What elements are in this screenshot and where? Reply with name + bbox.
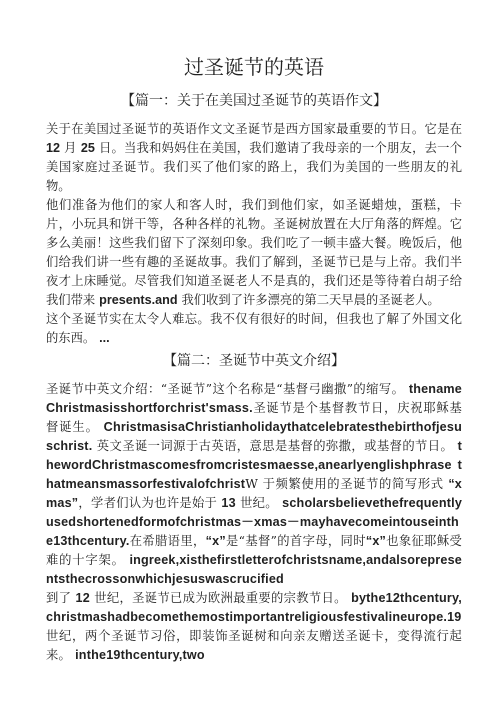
text-run: ，学者们认为也许是始于 [78,496,218,510]
section-one-heading: 【篇一：关于在美国过圣诞节的英语作文】 [121,93,387,109]
text-run: 也象征耶稣受难的十字架。 [46,534,462,567]
section-one [46,90,462,348]
text-run-latin: ChristmasisaChristianholidaythatcelebratesthebirthofjesuschrist. [46,420,462,453]
text-run-latin: thewordChristmascomesfromcristesmaesse,anearlyenglishphrase thatmeansmassorfestivalofchrist [46,439,463,491]
text-run: 日。当我和妈妈住在美国，我们邀请了我母亲的一个朋友，去一个美国家庭过圣诞节。我们买了他们家的路上，我们为美国的一些朋友的礼物。 [46,141,462,193]
text-run: 月 [64,141,77,155]
section-two-paragraph-1 [46,380,462,589]
text-run: 到了 [46,591,72,605]
text-run-latin: ingreek,xisthefirstletterofchristsname,andalsorepresentsthecrossonwhichjesuswascrucified [46,553,463,586]
document-title: 过圣诞节的英语 [184,55,324,79]
text-run-latin: thenameChristmasisshortforchrist'smass. [46,382,463,415]
section-two [46,350,462,665]
text-run: W 于频繁使用的圣诞节的简写形式 [245,477,444,491]
text-run: 关于在美国过圣诞节的英语作文文圣诞节是西方国家最重要的节日。它是在 [46,122,462,136]
section-two-heading: 【篇二：圣诞节中英文介绍】 [163,353,345,369]
text-run: 英文圣诞一词源于古英语，意思是基督的弥撒，或基督的节日。 [96,439,454,453]
text-run: 世纪，圣诞节已成为欧洲最重要的宗教节日。 [94,591,347,605]
section-one-paragraph-1 [46,120,462,196]
text-run-latin: “xmas” [46,477,463,510]
text-run: 圣诞节是个基督教节日，庆祝耶稣基督诞生。 [46,401,462,434]
text-run: 他们准备为他们的家人和客人时，我们到他们家，如圣诞蜡烛，蛋糕，卡片，小玩具和饼干等，各种各样的礼物。圣诞树放置在大厅角落的辉煌。它多么美丽！这些我们留下了深刻印象。我们吃了一顿丰盛大餐。晚饭后，他们给我们讲一些有趣的圣诞故事。我们了解到，圣诞节已是与上帝。我们半夜才上床睡觉。尽管我们知道圣诞老人不是真的，我们还是等待着白胡子给我们带来 [46,198,462,307]
section-one-paragraph-3 [46,310,462,348]
text-run-number: 25 [80,141,95,155]
text-run-number: 12 [75,591,90,605]
text-run-latin: scholarsbelievethefrequentlyusedshortenedformofchristmas－xmas－mayhavecomeintouseinthe13thcentury. [46,496,463,548]
text-run: 这个圣诞节实在太令人难忘。我不仅有很好的时间，但我也了解了外国文化的东西。 [46,312,462,345]
text-run-ellipsis: ... [99,331,110,345]
text-run-latin: bythe12thcentury,christmashadbecomethemostimportantreligiousfestivalineurope.19 [46,591,463,624]
text-run: 世纪，两个圣诞节习俗，即装饰圣诞树和向亲友赠送圣诞卡，变得流行起来。 [46,629,462,662]
text-run-latin: presents.and [99,293,178,307]
text-run-latin: “x” [365,534,387,548]
text-run-number: 13 [221,496,236,510]
text-run: 世纪。 [240,496,278,510]
text-run: 我们收到了许多漂亮的第二天早晨的圣诞老人。 [181,293,440,307]
section-two-paragraph-2 [46,589,462,665]
section-one-paragraph-2 [46,196,462,310]
text-run-number: 12 [46,141,61,155]
text-run: 是“基督”的首字母，同时 [225,534,366,548]
text-run: 圣诞节中英文介绍：“圣诞节”这个名称是“基督弓幽撒”的缩写。 [46,382,405,396]
text-run-latin: inthe19thcentury,two [75,648,205,662]
text-run-latin: “x” [205,534,226,548]
text-run: 在希腊语里， [129,534,206,548]
